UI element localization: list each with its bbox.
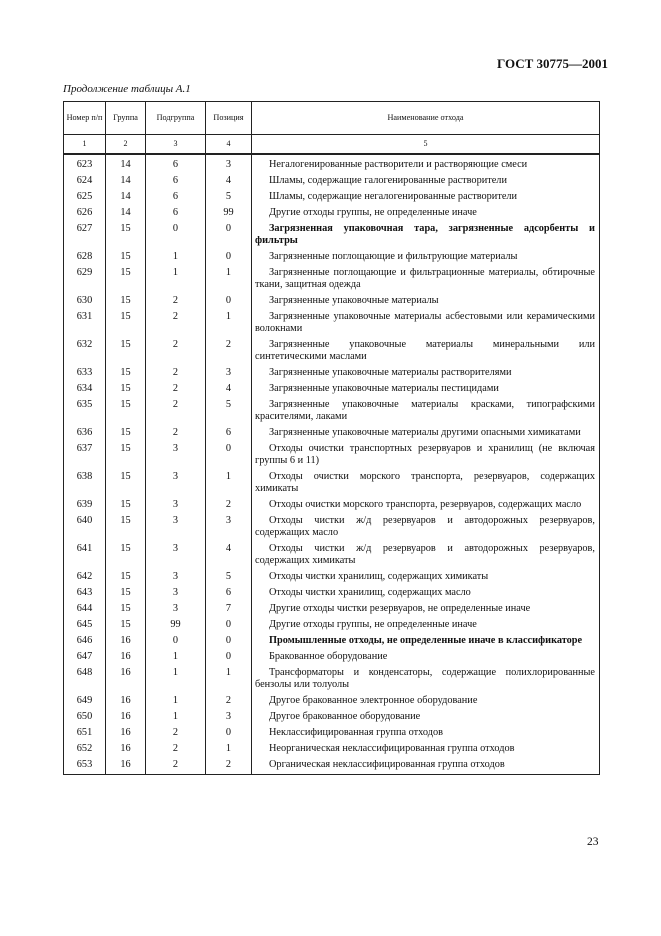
cell-position: 1: [206, 469, 252, 497]
cell-waste-name: Загрязненные упаковочные материалы пестицидами: [252, 381, 600, 397]
cell-position: 0: [206, 249, 252, 265]
cell-waste-name: Бракованное оборудование: [252, 649, 600, 665]
table-row: [64, 469, 600, 497]
column-number: 3: [146, 135, 206, 155]
cell-number: 625: [64, 189, 106, 205]
cell-subgroup: 0: [146, 633, 206, 649]
cell-waste-name: Загрязненные упаковочные материалы: [252, 293, 600, 309]
cell-position: 2: [206, 757, 252, 775]
cell-position: 1: [206, 665, 252, 693]
cell-position: 3: [206, 513, 252, 541]
cell-number: 640: [64, 513, 106, 541]
cell-number: 638: [64, 469, 106, 497]
cell-subgroup: 2: [146, 397, 206, 425]
cell-number: 633: [64, 365, 106, 381]
cell-subgroup: 0: [146, 221, 206, 249]
cell-number: 647: [64, 649, 106, 665]
cell-group: 16: [106, 709, 146, 725]
cell-number: 630: [64, 293, 106, 309]
cell-group: 15: [106, 293, 146, 309]
table-row: [64, 649, 600, 665]
cell-subgroup: 1: [146, 665, 206, 693]
cell-waste-name: Другие отходы группы, не определенные иначе: [252, 617, 600, 633]
cell-position: 4: [206, 173, 252, 189]
table-row: [64, 569, 600, 585]
cell-waste-name: Загрязненные поглощающие и фильтрационные материалы, обтирочные ткани, защитная одежда: [252, 265, 600, 293]
cell-waste-name: Органическая неклассифицированная группа отходов: [252, 757, 600, 775]
table-row: [64, 633, 600, 649]
cell-position: 0: [206, 441, 252, 469]
cell-waste-name: Загрязненные поглощающие и фильтрующие материалы: [252, 249, 600, 265]
table-row: [64, 497, 600, 513]
cell-group: 15: [106, 617, 146, 633]
cell-group: 15: [106, 249, 146, 265]
cell-subgroup: 2: [146, 293, 206, 309]
cell-group: 16: [106, 741, 146, 757]
cell-position: 3: [206, 154, 252, 173]
cell-subgroup: 2: [146, 309, 206, 337]
cell-position: 6: [206, 425, 252, 441]
cell-position: 1: [206, 741, 252, 757]
document-code: ГОСТ 30775—2001: [497, 56, 609, 71]
cell-number: 649: [64, 693, 106, 709]
cell-waste-name: Загрязненные упаковочные материалы красками, типографскими красителями, лаками: [252, 397, 600, 425]
cell-group: 15: [106, 469, 146, 497]
cell-subgroup: 2: [146, 725, 206, 741]
cell-waste-name: Другие отходы группы, не определенные иначе: [252, 205, 600, 221]
cell-waste-name: Отходы чистки хранилищ, содержащих масло: [252, 585, 600, 601]
table-row: [64, 173, 600, 189]
table-row: [64, 513, 600, 541]
cell-group: 15: [106, 541, 146, 569]
cell-waste-name: Загрязненные упаковочные материалы другими опасными химикатами: [252, 425, 600, 441]
cell-position: 1: [206, 265, 252, 293]
cell-position: 2: [206, 693, 252, 709]
cell-waste-name: Другое бракованное оборудование: [252, 709, 600, 725]
cell-subgroup: 3: [146, 585, 206, 601]
cell-position: 0: [206, 617, 252, 633]
cell-subgroup: 6: [146, 205, 206, 221]
cell-group: 14: [106, 154, 146, 173]
cell-group: 15: [106, 425, 146, 441]
table-row: [64, 441, 600, 469]
cell-waste-name: Другие отходы чистки резервуаров, не определенные иначе: [252, 601, 600, 617]
cell-waste-name: Загрязненная упаковочная тара, загрязненные адсорбенты и фильтры: [252, 221, 600, 249]
cell-number: 639: [64, 497, 106, 513]
cell-position: 2: [206, 497, 252, 513]
table-row: [64, 249, 600, 265]
cell-subgroup: 2: [146, 381, 206, 397]
table-row: [64, 293, 600, 309]
table-row: [64, 397, 600, 425]
cell-group: 15: [106, 221, 146, 249]
cell-number: 642: [64, 569, 106, 585]
table-row: [64, 617, 600, 633]
cell-group: 15: [106, 397, 146, 425]
cell-waste-name: Шламы, содержащие негалогенированные растворители: [252, 189, 600, 205]
cell-waste-name: Отходы чистки хранилищ, содержащих химикаты: [252, 569, 600, 585]
cell-position: 99: [206, 205, 252, 221]
cell-subgroup: 1: [146, 709, 206, 725]
cell-group: 15: [106, 569, 146, 585]
table-row: [64, 541, 600, 569]
cell-waste-name: Шламы, содержащие галогенированные растворители: [252, 173, 600, 189]
cell-waste-name: Промышленные отходы, не определенные иначе в классификаторе: [252, 633, 600, 649]
cell-subgroup: 3: [146, 541, 206, 569]
cell-subgroup: 3: [146, 601, 206, 617]
column-header-number: Номер п/п: [64, 102, 106, 135]
cell-number: 644: [64, 601, 106, 617]
cell-subgroup: 6: [146, 189, 206, 205]
cell-number: 634: [64, 381, 106, 397]
cell-subgroup: 1: [146, 649, 206, 665]
table-row: [64, 725, 600, 741]
table-row: [64, 601, 600, 617]
cell-subgroup: 99: [146, 617, 206, 633]
cell-position: 1: [206, 309, 252, 337]
column-header-subgroup: Подгруппа: [146, 102, 206, 135]
cell-position: 6: [206, 585, 252, 601]
cell-number: 641: [64, 541, 106, 569]
cell-waste-name: Загрязненные упаковочные материалы растворителями: [252, 365, 600, 381]
table-body: [64, 154, 600, 775]
cell-subgroup: 2: [146, 337, 206, 365]
table-row: [64, 265, 600, 293]
cell-number: 629: [64, 265, 106, 293]
cell-number: 631: [64, 309, 106, 337]
cell-group: 14: [106, 205, 146, 221]
table-row: [64, 381, 600, 397]
cell-waste-name: Неорганическая неклассифицированная группа отходов: [252, 741, 600, 757]
cell-group: 14: [106, 189, 146, 205]
cell-number: 646: [64, 633, 106, 649]
table-row: [64, 741, 600, 757]
cell-number: 624: [64, 173, 106, 189]
cell-position: 7: [206, 601, 252, 617]
column-header-group: Группа: [106, 102, 146, 135]
cell-group: 15: [106, 337, 146, 365]
cell-subgroup: 2: [146, 425, 206, 441]
cell-position: 0: [206, 633, 252, 649]
table-row: [64, 425, 600, 441]
cell-subgroup: 2: [146, 365, 206, 381]
cell-waste-name: Загрязненные упаковочные материалы асбестовыми или керамическими волокнами: [252, 309, 600, 337]
cell-position: 3: [206, 709, 252, 725]
cell-group: 15: [106, 513, 146, 541]
cell-waste-name: Отходы очистки морского транспорта, резервуаров, содержащих масло: [252, 497, 600, 513]
cell-group: 16: [106, 633, 146, 649]
cell-group: 15: [106, 497, 146, 513]
cell-position: 0: [206, 293, 252, 309]
cell-number: 643: [64, 585, 106, 601]
cell-position: 5: [206, 189, 252, 205]
cell-number: 627: [64, 221, 106, 249]
cell-subgroup: 3: [146, 513, 206, 541]
column-header-position: Позиция: [206, 102, 252, 135]
table-caption: Продолжение таблицы А.1: [63, 83, 191, 95]
header-row: [64, 102, 600, 135]
cell-group: 15: [106, 265, 146, 293]
table-row: [64, 189, 600, 205]
cell-subgroup: 1: [146, 249, 206, 265]
cell-waste-name: Другое бракованное электронное оборудование: [252, 693, 600, 709]
column-number: 1: [64, 135, 106, 155]
column-number: 2: [106, 135, 146, 155]
column-header-name: Наименование отхода: [252, 102, 600, 135]
cell-waste-name: Отходы чистки ж/д резервуаров и автодорожных резервуаров, содержащих масло: [252, 513, 600, 541]
cell-position: 0: [206, 649, 252, 665]
table-row: [64, 309, 600, 337]
cell-number: 623: [64, 154, 106, 173]
cell-group: 15: [106, 585, 146, 601]
cell-subgroup: 6: [146, 154, 206, 173]
table-row: [64, 337, 600, 365]
table-row: [64, 757, 600, 775]
cell-subgroup: 3: [146, 569, 206, 585]
cell-group: 15: [106, 601, 146, 617]
cell-group: 16: [106, 757, 146, 775]
cell-subgroup: 2: [146, 741, 206, 757]
cell-subgroup: 2: [146, 757, 206, 775]
cell-group: 16: [106, 649, 146, 665]
cell-number: 628: [64, 249, 106, 265]
cell-position: 4: [206, 381, 252, 397]
cell-subgroup: 1: [146, 693, 206, 709]
table-row: [64, 585, 600, 601]
cell-waste-name: Трансформаторы и конденсаторы, содержащие полихлорированные бензолы или толуолы: [252, 665, 600, 693]
cell-group: 16: [106, 725, 146, 741]
cell-position: 0: [206, 221, 252, 249]
cell-number: 652: [64, 741, 106, 757]
column-number-row: [64, 135, 600, 155]
cell-waste-name: Отходы чистки ж/д резервуаров и автодорожных резервуаров, содержащих химикаты: [252, 541, 600, 569]
table-row: [64, 205, 600, 221]
table-row: [64, 154, 600, 173]
cell-subgroup: 3: [146, 441, 206, 469]
table-row: [64, 365, 600, 381]
cell-waste-name: Отходы очистки транспортных резервуаров и хранилищ (не включая группы 6 и 11): [252, 441, 600, 469]
cell-position: 5: [206, 397, 252, 425]
cell-position: 2: [206, 337, 252, 365]
cell-number: 651: [64, 725, 106, 741]
cell-subgroup: 3: [146, 469, 206, 497]
cell-number: 645: [64, 617, 106, 633]
cell-number: 626: [64, 205, 106, 221]
cell-subgroup: 1: [146, 265, 206, 293]
cell-number: 632: [64, 337, 106, 365]
cell-waste-name: Отходы очистки морского транспорта, резервуаров, содержащих химикаты: [252, 469, 600, 497]
cell-waste-name: Негалогенированные растворители и растворяющие смеси: [252, 154, 600, 173]
cell-group: 16: [106, 693, 146, 709]
cell-position: 4: [206, 541, 252, 569]
table-row: [64, 693, 600, 709]
column-number: 5: [252, 135, 600, 155]
table-row: [64, 665, 600, 693]
cell-group: 15: [106, 309, 146, 337]
cell-subgroup: 3: [146, 497, 206, 513]
cell-waste-name: Загрязненные упаковочные материалы минеральными или синтетическими маслами: [252, 337, 600, 365]
table-row: [64, 221, 600, 249]
table-row: [64, 709, 600, 725]
column-number: 4: [206, 135, 252, 155]
cell-number: 635: [64, 397, 106, 425]
cell-group: 14: [106, 173, 146, 189]
cell-number: 636: [64, 425, 106, 441]
cell-position: 3: [206, 365, 252, 381]
cell-position: 0: [206, 725, 252, 741]
waste-table: [63, 101, 600, 775]
cell-number: 637: [64, 441, 106, 469]
cell-group: 15: [106, 381, 146, 397]
cell-group: 15: [106, 441, 146, 469]
cell-group: 16: [106, 665, 146, 693]
cell-subgroup: 6: [146, 173, 206, 189]
cell-number: 653: [64, 757, 106, 775]
page-number: 23: [587, 836, 599, 848]
cell-number: 650: [64, 709, 106, 725]
cell-number: 648: [64, 665, 106, 693]
cell-position: 5: [206, 569, 252, 585]
cell-waste-name: Неклассифицированная группа отходов: [252, 725, 600, 741]
cell-group: 15: [106, 365, 146, 381]
